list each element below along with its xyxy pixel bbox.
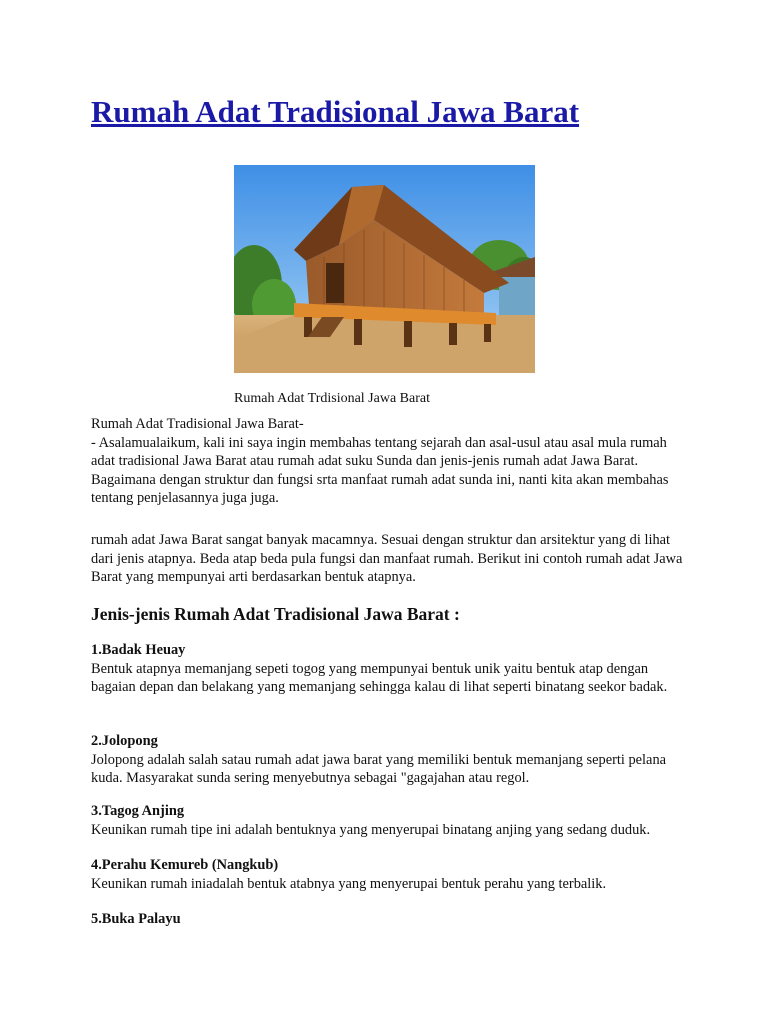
item-title: 3.Tagog Anjing: [91, 803, 185, 819]
list-item: [91, 732, 691, 788]
item-text: Keunikan rumah tipe ini adalah bentuknya yang menyerupai binatang anjing yang sedang duduk.: [91, 821, 651, 838]
item-title: 4.Perahu Kemureb (Nangkub): [91, 857, 279, 873]
item-title: 1.Badak Heuay: [91, 642, 186, 658]
paragraph-2-text: rumah adat Jawa Barat sangat banyak macamnya. Sesuai dengan struktur dan arsitektur yang di lihat dari jenis atapnya. Beda atap beda pula fungsi dan manfaat rumah. Berikut ini contoh rumah adat Jawa Barat yang mempunyai arti berdasarkan bentuk atapnya.: [91, 532, 683, 585]
item-text: Keunikan rumah iniadalah bentuk atabnya yang menyerupai bentuk perahu yang terbalik.: [91, 875, 607, 892]
paragraph-2: [91, 531, 691, 587]
image-caption: Rumah Adat Trdisional Jawa Barat: [234, 391, 430, 406]
item-text: Bentuk atapnya memanjang sepeti togog yang mempunyai bentuk unik yaitu bentuk atap dengan bagaian depan dan belakang yang memanjang sehingga kalau di lihat seperti binatang seekor badak.: [91, 660, 668, 695]
item-title: 5.Buka Palayu: [91, 911, 181, 927]
list-item: [91, 910, 691, 929]
house-photo: [234, 165, 535, 373]
list-item: [91, 641, 691, 697]
intro-heading-line: Rumah Adat Tradisional Jawa Barat-: [91, 416, 304, 432]
page-title[interactable]: Rumah Adat Tradisional Jawa Barat: [91, 94, 580, 129]
item-text: Jolopong adalah salah satau rumah adat jawa barat yang memiliki bentuk memanjang seperti pelana kuda. Masyarakat sunda sering menyebutnya sebagai "gagajahan atau regol.: [91, 751, 667, 786]
intro-paragraph: - Asalamualaikum, kali ini saya ingin membahas tentang sejarah dan asal-usul atau asal mula rumah adat tradisional Jawa Barat atau rumah adat suku Sunda dan jenis-jenis rumah adat Jawa Barat. Bagaimana dengan struktur dan fungsi srta manfaat rumah adat sunda ini, nanti kita akan membahas tentang penjelasannya juga juga.: [91, 434, 669, 506]
list-item: [91, 856, 691, 893]
traditional-house-image: [234, 165, 535, 373]
list-item: [91, 802, 691, 839]
intro-section: [91, 415, 691, 508]
section-heading: Jenis-jenis Rumah Adat Tradisional Jawa Barat :: [91, 604, 460, 624]
item-title: 2.Jolopong: [91, 733, 158, 749]
